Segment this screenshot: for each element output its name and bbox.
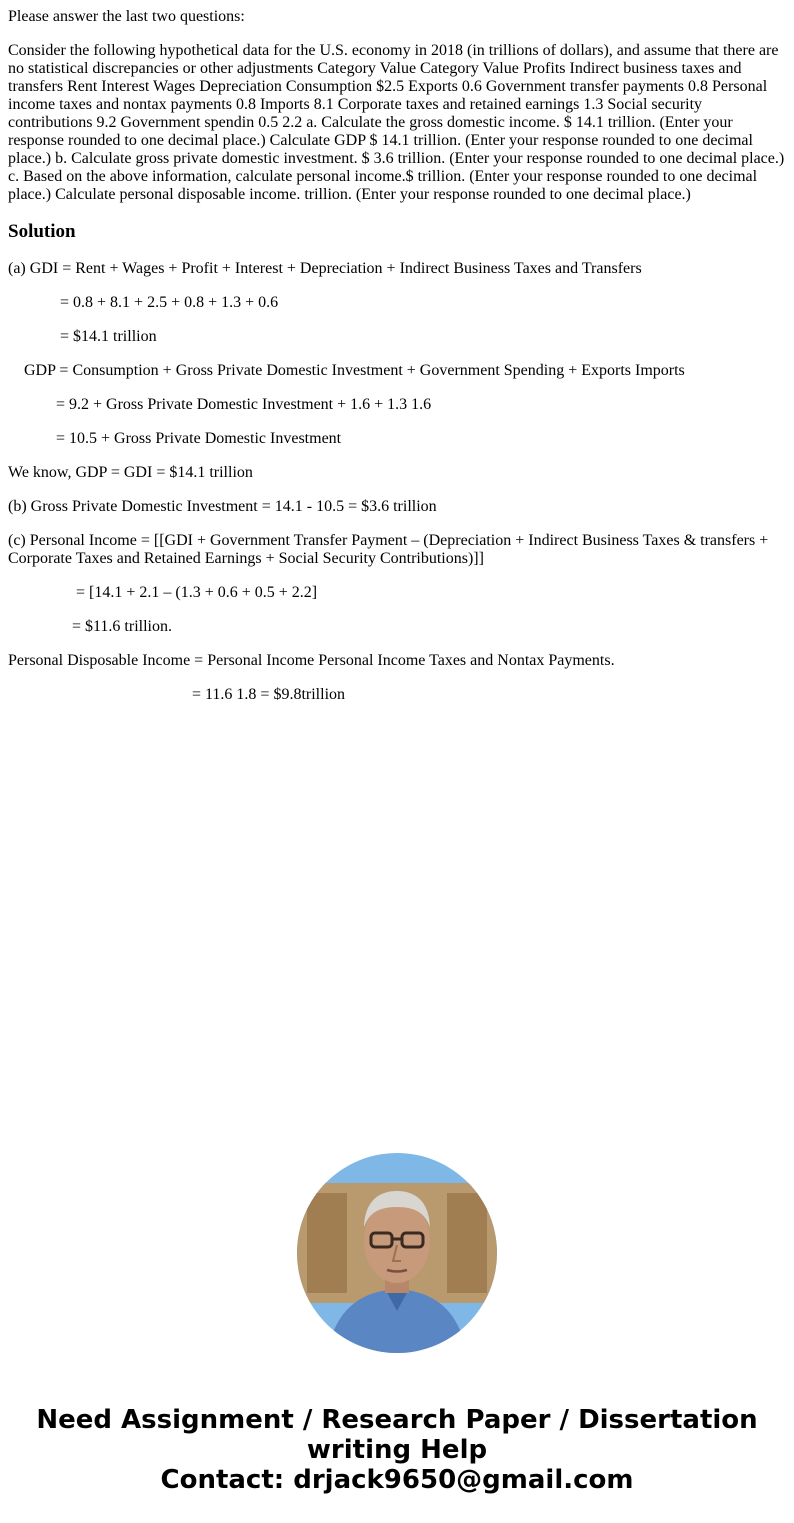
solution-line-a-sum: = 0.8 + 8.1 + 2.5 + 0.8 + 1.3 + 0.6 (60, 294, 279, 311)
solution-line-pdi-formula: Personal Disposable Income = Personal Income Personal Income Taxes and Nontax Payments. (8, 652, 615, 669)
solution-line-we-know: We know, GDP = GDI = $14.1 trillion (8, 464, 253, 481)
photo-backdrop-right (447, 1193, 487, 1293)
solution-line-b: (b) Gross Private Domestic Investment = 14.1 - 10.5 = $3.6 trillion (8, 498, 437, 515)
solution-line-c-result: = $11.6 trillion. (72, 618, 172, 635)
solution-line-pdi-result: = 11.6 1.8 = $9.8trillion (192, 686, 346, 703)
footer-contact: Contact: drjack9650@gmail.com (160, 1465, 634, 1495)
solution-line-a-result: = $14.1 trillion (60, 328, 157, 345)
solution-line-gdp-sub: = 9.2 + Gross Private Domestic Investment + 1.6 + 1.3 1.6 (56, 396, 432, 413)
solution-line-gdp-formula: GDP = Consumption + Gross Private Domestic Investment + Government Spending + Exports Imports (24, 362, 685, 379)
solution-line-c-sub: = [14.1 + 2.1 – (1.3 + 0.6 + 0.5 + 2.2] (76, 584, 318, 601)
avatar (297, 1153, 497, 1353)
question-text: Consider the following hypothetical data for the U.S. economy in 2018 (in trillions of dollars), and assume that there are no statistical discrepancies or other adjustments Category Value Category Value Profits Indirect business taxes and transfers Rent Interest Wages Depreciation Consumption $2.5 Exports 0.6 Government transfer payments 0.8 Personal income taxes and nontax payments 0.8 Imports 8.1 Corporate taxes and retained earnings 1.3 Social security contributions 9.2 Government spendin 0.5 2.2 a. Calculate the gross domestic income. $ 14.1 trillion. (Enter your response rounded to one decimal place.) Calculate GDP $ 14.1 trillion. (Enter your response rounded to one decimal place.) b. Calculate gross private domestic investment. $ 3.6 trillion. (Enter your response rounded to one decimal place.) c. Based on the above information, calculate personal income.$ trillion. (Enter your response rounded to one decimal place.) Calculate personal disposable income. trillion. (Enter your response rounded to one decimal place.) (8, 42, 785, 203)
solution-line-c-formula: (c) Personal Income = [[GDI + Government Transfer Payment – (Depreciation + Indirect Business Taxes & transfers + Corporate Taxes and Retained Earnings + Social Security Contributions)]] (8, 532, 769, 567)
solution-line-a-gdi: (a) GDI = Rent + Wages + Profit + Interest + Depreciation + Indirect Business Taxes and Transfers (8, 260, 642, 277)
document-body (8, 8, 786, 720)
solution-heading: Solution (8, 221, 76, 242)
footer-banner (0, 1405, 794, 1495)
footer-line-1: Need Assignment / Research Paper / Dissertation (36, 1405, 758, 1435)
author-photo (297, 1153, 497, 1353)
solution-line-gdp-simplified: = 10.5 + Gross Private Domestic Investment (56, 430, 342, 447)
photo-backdrop-left (307, 1193, 347, 1293)
footer-line-2: writing Help (306, 1435, 488, 1465)
intro-text: Please answer the last two questions: (8, 8, 245, 25)
